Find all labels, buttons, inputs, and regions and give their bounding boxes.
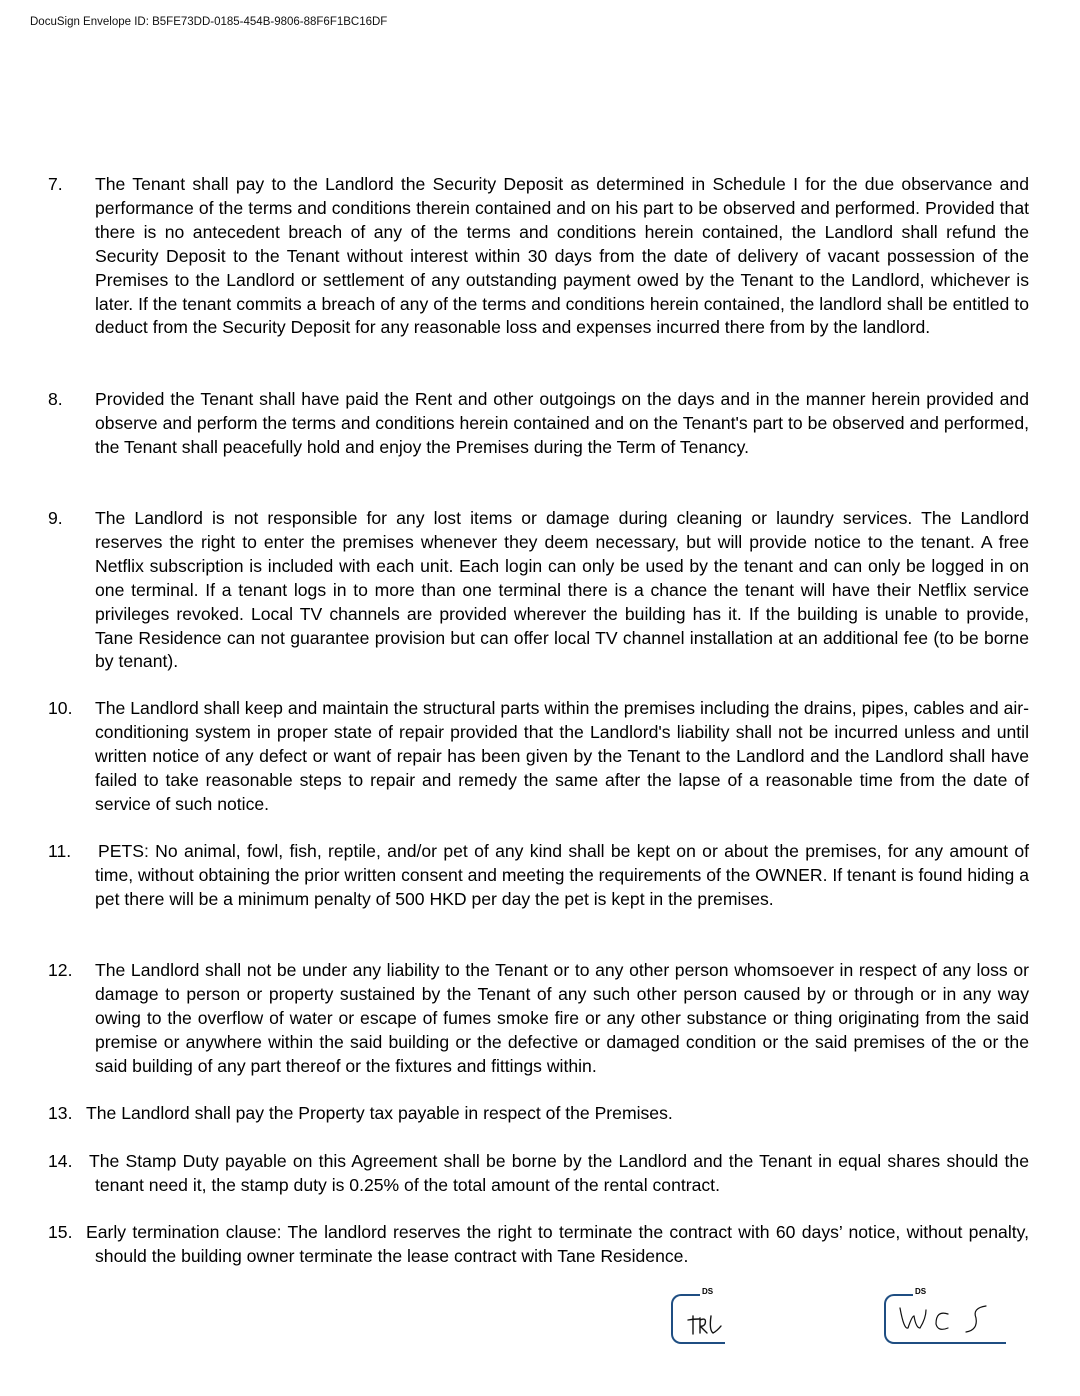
clause-text: The Landlord is not responsible for any lost items or damage during cleaning or laundry services. The Landlord reserves the right to enter the premises whenever they deem necessary, but will provide notice to the tenant. A free Netflix subscription is included with each unit. Each login can only be used by the tenant and can only be logged in on one terminal. If a tenant logs in to more than one terminal there is a chance the tenant will have their Netflix service privileges revoked. Local TV channels are provided wherever the building has it. If the building is unable to provide, Tane Residence can not guarantee provision but can offer local TV channel installation at an additional fee (to be borne by tenant). — [95, 508, 1029, 672]
clause-number: 7. — [48, 174, 63, 194]
signature-box-landlord-initials[interactable] — [884, 1287, 1006, 1344]
clause-text: Early termination clause: The landlord reserves the right to terminate the contract with 60 days’ notice, without penalty, should the building owner terminate the lease contract with Tane Residence. — [86, 1222, 1029, 1266]
clause-number: 14. — [48, 1151, 73, 1171]
handwritten-initials-wcs-icon — [886, 1296, 1011, 1346]
docusign-envelope-id: DocuSign Envelope ID: B5FE73DD-0185-454B-9806-88F6F1BC16DF — [30, 16, 388, 28]
clause-number: 12. — [48, 960, 73, 980]
clause-10 — [48, 697, 1029, 817]
clause-7 — [48, 173, 1029, 340]
clause-13 — [48, 1102, 1029, 1126]
clause-text: PETS: No animal, fowl, fish, reptile, and/or pet of any kind shall be kept on or about the premises, for any amount of time, without obtaining the prior written consent and meeting the requirements of the OWNER. If tenant is found hiding a pet there will be a minimum penalty of 500 HKD per day the pet is kept in the premises. — [95, 841, 1029, 909]
clause-11 — [48, 840, 1029, 912]
clause-text: The Landlord shall pay the Property tax payable in respect of the Premises. — [86, 1103, 673, 1123]
docusign-label: DS — [702, 1287, 714, 1296]
docusign-label: DS — [915, 1287, 927, 1296]
clause-number: 8. — [48, 389, 63, 409]
clause-9 — [48, 507, 1029, 674]
clause-12 — [48, 959, 1029, 1079]
clause-text: The Tenant shall pay to the Landlord the Security Deposit as determined in Schedule I for the due observance and performance of the terms and conditions therein contained and on his part to be observed and performed. Provided that there is no antecedent breach of any of the terms and conditions herein contained, the Landlord shall refund the Security Deposit to the Tenant without interest within 30 days from the date of delivery of vacant possession of the Premises to the Landlord or settlement of any outstanding payment owed by the Tenant to the Landlord, whichever is later. If the tenant commits a breach of any of the terms and conditions herein contained, the landlord shall be entitled to deduct from the Security Deposit for any reasonable loss and expenses incurred there from by the landlord. — [95, 174, 1029, 338]
handwritten-initials-trl-icon — [673, 1296, 733, 1346]
clause-number: 11. — [48, 841, 72, 861]
clause-number: 10. — [48, 698, 73, 718]
clause-text: Provided the Tenant shall have paid the Rent and other outgoings on the days and in the manner herein provided and observe and perform the terms and conditions herein contained and on the Tenant's part to be observed and performed, the Tenant shall peacefully hold and enjoy the Premises during the Term of Tenancy. — [95, 389, 1029, 457]
clause-number: 15. — [48, 1222, 73, 1242]
clause-15 — [48, 1221, 1029, 1269]
clause-number: 13. — [48, 1103, 73, 1123]
clause-text: The Landlord shall keep and maintain the structural parts within the premises including the drains, pipes, cables and air-conditioning system in proper state of repair provided that the Landlord's liability shall not be incurred unless and until written notice of any defect or want of repair has been given by the Tenant to the Landlord and the Landlord shall have failed to take reasonable steps to repair and remedy the same after the lapse of a reasonable time from the date of service of such notice. — [95, 698, 1029, 814]
signature-box-tenant-initials[interactable] — [671, 1287, 725, 1344]
clause-8 — [48, 388, 1029, 460]
clause-text: The Landlord shall not be under any liability to the Tenant or to any other person whomsoever in respect of any loss or damage to person or property sustained by the Tenant of any such other person caused by or through or in any way owing to the overflow of water or escape of fumes smoke fire or any other substance or thing originating from the said premise or anywhere within the said building or the defective or damaged condition or the said premises of the or the said building of any part thereof or the fixtures and fittings within. — [95, 960, 1029, 1076]
clause-number: 9. — [48, 508, 63, 528]
clause-text: The Stamp Duty payable on this Agreement shall be borne by the Landlord and the Tenant in equal shares should the tenant need it, the stamp duty is 0.25% of the total amount of the rental contract. — [89, 1151, 1029, 1195]
clause-14 — [48, 1150, 1029, 1198]
